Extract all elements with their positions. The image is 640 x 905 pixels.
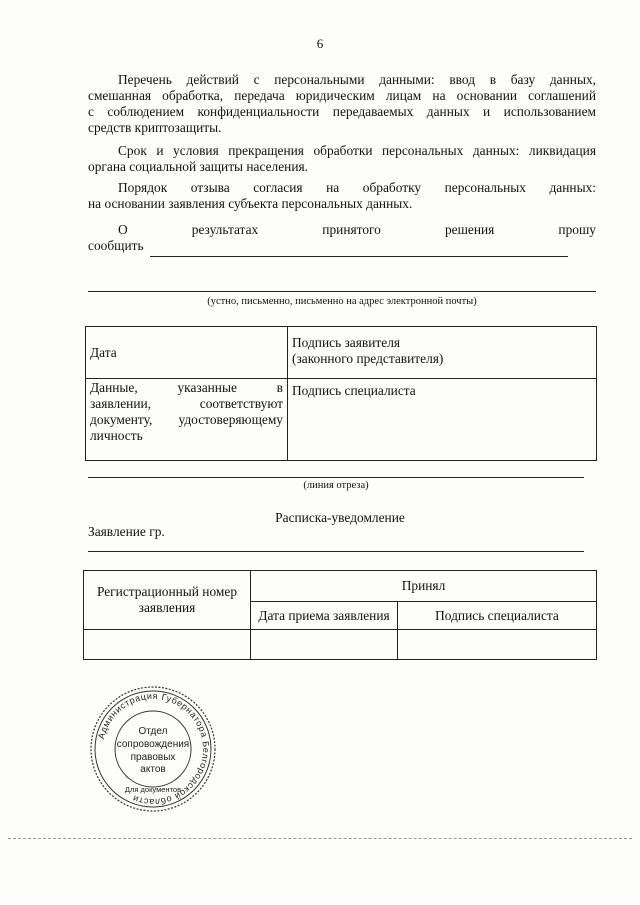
data-match-line-3: документу, удостоверяющему: [90, 412, 283, 427]
data-match-line-2: заявлении, соответствуют: [90, 396, 283, 411]
seal-ring-bottom: Для документов: [124, 785, 182, 794]
result-line-2: [88, 238, 596, 254]
result-line-2-text: сообщить: [88, 238, 144, 253]
accepted-label: Принял: [401, 578, 446, 593]
actions-line-3: с соблюдением конфиденциальности передаваемых данных и использованием: [88, 104, 596, 119]
accept-date-label: Дата приема заявления: [258, 607, 390, 623]
cut-line: [88, 477, 584, 478]
actions-line-4: средств криптозащиты.: [88, 120, 222, 135]
method-caption: (устно, письменно, письменно на адрес электронной почты): [207, 296, 477, 307]
reg-number-cell[interactable]: [84, 630, 251, 660]
result-fill-line[interactable]: [150, 256, 568, 257]
signature-table: [85, 326, 597, 461]
method-fill-line[interactable]: [88, 291, 596, 292]
terms-line-1: Срок и условия прекращения обработки персональных данных: ликвидация: [118, 143, 596, 158]
seal-center-line-3: правовых: [130, 752, 176, 763]
specialist-sign-cell[interactable]: [288, 379, 597, 461]
applicant-sign-cell[interactable]: [288, 327, 597, 379]
reg-number-header: [84, 571, 251, 630]
data-match-cell: [86, 379, 288, 461]
receipt-specialist-header: [398, 602, 597, 630]
actions-line-2: смешанная обработка, передача юридическим лицам на основании соглашений: [88, 88, 596, 103]
date-label: Дата: [90, 344, 117, 360]
terms-paragraph: [88, 143, 596, 175]
actions-paragraph: [88, 72, 596, 136]
receipt-specialist-label: Подпись специалиста: [435, 607, 559, 623]
seal-center-line-4: актов: [140, 764, 166, 775]
seal-graphic: [88, 684, 218, 814]
seal-center-line-1: Отдел: [138, 726, 168, 737]
date-cell[interactable]: [86, 327, 288, 379]
receipt-table: [83, 570, 597, 660]
page-number: 6: [316, 36, 324, 51]
seal-ring-text: Администрация Губернатора Белгородской области: [96, 690, 212, 808]
data-match-line-1: Данные, указанные в: [90, 380, 283, 395]
revoke-line-2: на основании заявления субъекта персональных данных.: [88, 196, 413, 211]
applicant-representative-label: (законного представителя): [292, 351, 444, 366]
terms-line-2: органа социальной защиты населения.: [88, 159, 309, 174]
scan-edge-line: [8, 838, 632, 839]
seal-stamp: [88, 684, 218, 814]
actions-line-1: Перечень действий с персональными данными: ввод в базу данных,: [118, 72, 596, 87]
accept-date-cell[interactable]: [251, 630, 398, 660]
result-line-1: О результатах принятого решения прошу: [118, 222, 596, 237]
applicant-sign-label: Подпись заявителя: [292, 335, 401, 350]
cut-line-caption: (линия отреза): [303, 480, 369, 491]
reg-number-label-1: Регистрационный номер: [96, 584, 238, 599]
accept-date-header: [251, 602, 398, 630]
application-from-label: Заявление гр.: [88, 524, 165, 539]
specialist-sign-label: Подпись специалиста: [292, 383, 416, 398]
data-match-line-4: личность: [90, 428, 143, 443]
receipt-title: Расписка-уведомление: [275, 510, 405, 525]
receipt-specialist-cell[interactable]: [398, 630, 597, 660]
revoke-paragraph: [88, 180, 596, 212]
result-paragraph: [88, 222, 596, 254]
seal-center-line-2: сопровождения: [116, 739, 190, 750]
applicant-name-line[interactable]: [88, 551, 584, 552]
accepted-header: [251, 571, 597, 602]
reg-number-label-2: заявления: [138, 600, 196, 615]
revoke-line-1: Порядок отзыва согласия на обработку персональных данных:: [118, 180, 596, 195]
